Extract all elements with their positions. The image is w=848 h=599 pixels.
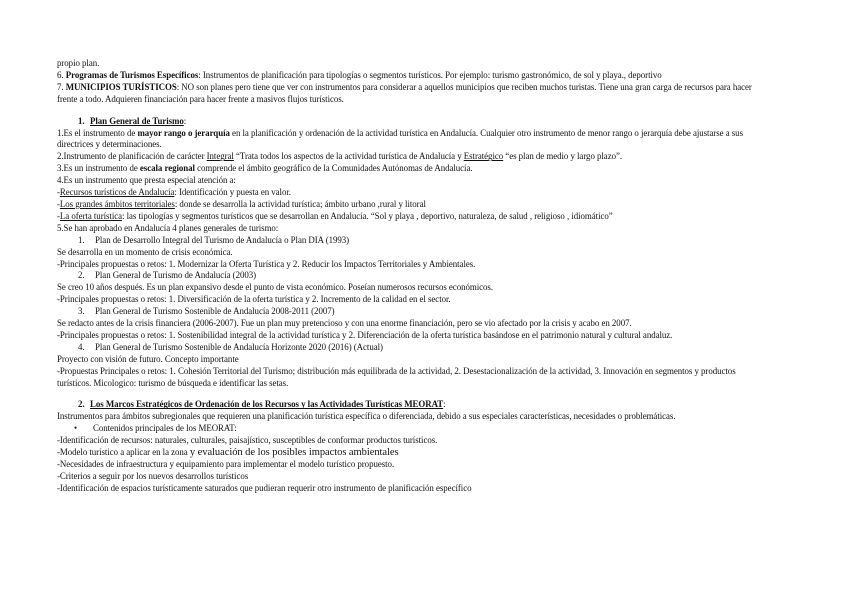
text-span: “es plan de medio y largo plazo”. <box>503 151 623 162</box>
text-span: Se desarrolla en un momento de crisis económica. <box>57 246 233 257</box>
text-line <box>57 82 765 106</box>
section-number: 1. <box>78 115 85 126</box>
text-span: -Identificación de espacios turísticamente saturados que pudieran requerir otro instrumento de planificación específico <box>57 482 472 493</box>
text-span: Instrumentos para ámbitos subregionales que requieren una planificación turística específica o diferenciada, debido a sus especiales características, necesidades o problemáticas. <box>57 411 676 422</box>
text-line <box>57 354 765 366</box>
text-span: 7. <box>57 81 66 92</box>
text-line <box>57 411 765 423</box>
text-line <box>57 318 765 330</box>
plan-number: 3. <box>78 306 85 317</box>
plan-heading <box>57 270 765 282</box>
underlined-term: Recursos turísticos de Andalucía <box>59 187 175 198</box>
plan-title: Plan General de Turismo Sostenible de Andalucía 2008-2011 (2007) <box>95 306 335 317</box>
text-span: comprende el ámbito geográfico de la Comunidades Autónomas de Andalucía. <box>194 163 473 174</box>
text-span: 3.Es un instrumento de <box>57 163 140 174</box>
text-span: : <box>443 399 446 410</box>
text-line <box>57 483 765 495</box>
underlined-term: Integral <box>206 151 234 162</box>
bold-term: escala regional <box>139 163 195 174</box>
text-span: Se creo 10 años después. Es un plan expansivo desde el punto de vista económico. Poseían numerosos recursos económicos. <box>57 282 493 293</box>
text-line <box>57 223 765 235</box>
text-line <box>57 259 765 271</box>
text-line <box>57 471 765 483</box>
section-heading <box>57 116 765 128</box>
text-line <box>57 199 765 211</box>
section-title: Plan General de Turismo <box>90 115 184 126</box>
plan-number: 1. <box>78 234 85 245</box>
underlined-term: Estratégico <box>463 151 504 162</box>
text-line <box>57 70 765 82</box>
text-span: -Principales propuestas o retos: 1. Modernizar la Oferta Turística y 2. Reducir los Impactos Territoriales y Ambientales. <box>57 258 476 269</box>
text-span: -Propuestas Principales o retos: 1. Cohesión Territorial del Turismo; distribución más equilibrada de la actividad, 2. Desestacionalización de la actividad, 3. Innovación en segmentos y productos turísticos. Micologico: turismo de búsqueda e identificar las setas. <box>57 365 736 388</box>
bold-term: Programas de Turismos Específicos <box>65 69 199 80</box>
bullet-icon: • <box>74 423 78 434</box>
plan-title: Plan General de Turismo Sostenible de Andalucía Horizonte 2020 (2016) (Actual) <box>95 341 383 352</box>
section-heading <box>57 399 765 411</box>
text-span: -Principales propuestas o retos: 1. Diversificación de la oferta turística y 2. Incremento de la calidad en el sector. <box>57 294 451 305</box>
text-line <box>57 175 765 187</box>
text-span: -Principales propuestas o retos: 1. Sostenibilidad integral de la actividad turística y 2. Diferenciación de la oferta turística basándose en el patrimonio natural y cultural andaluz. <box>57 329 673 340</box>
text-span: -Necesidades de infraestructura y equipamiento para implementar el modelo turístico propuesto. <box>57 459 395 469</box>
text-span: y evaluación de los posibles impactos ambientales <box>189 447 399 459</box>
text-span: 5.Se han aprobado en Andalucía 4 planes generales de turismo: <box>57 222 279 233</box>
plan-title: Plan de Desarrollo Integral del Turismo de Andalucía o Plan DIA (1993) <box>95 234 350 245</box>
text-span: Contenidos principales de los MEORAT: <box>93 423 237 434</box>
text-line <box>57 163 765 175</box>
text-line <box>57 459 765 471</box>
text-span: 4.Es un instrumento que presta especial atención a: <box>57 175 236 186</box>
text-span: en la planificación y ordenación de la actividad turística en Andalucía. Cualquier otro instrumento de menor rango o jerarquía debe ajustarse a sus directrices y determinaciones. <box>57 127 743 150</box>
plan-number: 4. <box>78 341 85 352</box>
text-line <box>57 187 765 199</box>
section-title: Los Marcos Estratégicos de Ordenación de los Recursos y las Actividades Turísticas MEORAT <box>90 399 444 410</box>
underlined-term: Los grandes ámbitos territoriales <box>59 198 175 209</box>
bullet-item <box>57 423 765 435</box>
text-span: 6. <box>57 69 66 80</box>
text-span: : Instrumentos de planificación para tipologías o segmentos turísticos. Por ejemplo: turismo gastronómico, de sol y playa., deportivo <box>198 69 662 80</box>
text-line <box>57 366 765 390</box>
text-span: - <box>57 187 60 198</box>
text-span: propio plan. <box>57 58 100 68</box>
bold-term: mayor rango o jerarquía <box>137 127 230 138</box>
underlined-term: La oferta turística <box>59 210 123 221</box>
plan-title: Plan General de Turismo de Andalucía (2003) <box>95 270 257 281</box>
text-span: : <box>183 115 187 126</box>
text-line <box>57 211 765 223</box>
plan-number: 2. <box>78 270 85 281</box>
text-span: : Identificación y puesta en valor. <box>174 187 291 198</box>
text-line <box>57 151 765 163</box>
text-line <box>57 58 765 70</box>
text-line <box>57 128 765 152</box>
text-span: - <box>57 210 60 221</box>
bold-term: MUNICIPIOS TURÍSTICOS <box>65 81 177 92</box>
text-span: “Trata todos los aspectos de la actividad turística de Andalucía y <box>233 151 464 162</box>
text-line <box>57 447 765 459</box>
text-span: Proyecto con visión de futuro. Concepto importante <box>57 353 239 364</box>
section-number: 2. <box>78 399 85 410</box>
text-span: : donde se desarrolla la actividad turística; ámbito urbano ,rural y litoral <box>174 198 426 209</box>
text-line <box>57 294 765 306</box>
document-page <box>57 58 765 495</box>
text-span: : las tipologías y segmentos turísticos que se desarrollan en Andalucía. “Sol y playa , deportivo, naturaleza, de salud , religioso , idiomático” <box>122 210 613 221</box>
text-span: 1.Es el instrumento de <box>57 127 138 138</box>
plan-heading <box>57 306 765 318</box>
text-line <box>57 282 765 294</box>
text-span: - <box>57 198 60 209</box>
text-span: -Criterios a seguir por los nuevos desarrollos turísticos <box>57 470 249 481</box>
text-span: -Identificación de recursos: naturales, culturales, paisajístico, susceptibles de conformar productos turísticos. <box>57 435 438 446</box>
text-span: -Modelo turístico a aplicar en la zona <box>57 447 190 458</box>
plan-heading <box>57 342 765 354</box>
plan-heading <box>57 235 765 247</box>
text-line <box>57 330 765 342</box>
text-span: 2.Instrumento de planificación de carácter <box>57 151 207 162</box>
text-span: Se redacto antes de la crisis financiera (2006-2007). Fue un plan muy pretencioso y con una enorme financiación, pero se vio afectado por la crisis y acabo en 2007. <box>57 318 632 329</box>
text-line <box>57 435 765 447</box>
text-line <box>57 247 765 259</box>
text-span: : NO son planes pero tiene que ver con instrumentos para considerar a aquellos municipios que reciben muchos turistas. Tiene una gran carga de recursos para hacer frente a todo. Adquieren financiación para hacer frente a masivos flujos turísticos. <box>57 81 752 104</box>
